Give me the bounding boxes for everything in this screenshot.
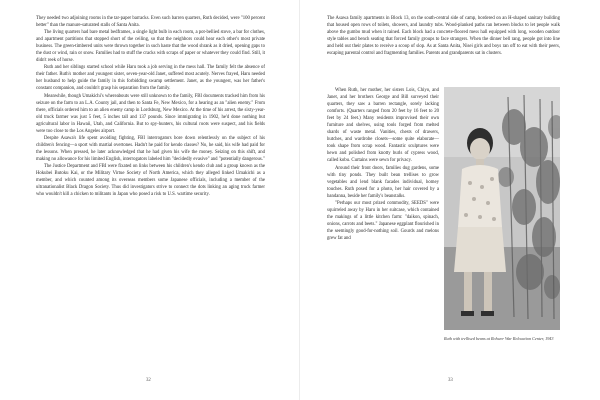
photo xyxy=(444,87,560,330)
body-paragraph: They needed two adjoining rooms in the tar-paper barracks. Even such barren quarters, Ruth decided, were "100 percent better" than the manure-saturated stalls of Santa Anita. xyxy=(36,16,265,29)
body-paragraph: Meanwhile, though Umakichi's whereabouts were still unknown to the family, FBI documents tracked him from his seizure on the farm to an L.A. County jail, and then to Santa Fe, New Mexico, for a hearing as an "alien enemy." From there, officials ordered him to an alien enemy camp in Lordsburg, New Mexico. At the time of his arrest, the sixty-year-old truck farmer was just 5 feet, 5 inches tall and 137 pounds. Since immigrating in 1902, he'd done nothing but agricultural labor in Hawaii, Utah, and California. But to spy-hunters, his cultural roots were suspect, and his fields were too close to the Los Angeles airport. xyxy=(36,93,265,134)
body-paragraph: "Perhaps our most prized commodity, SEEDS" were squirreled away by Haru in her suitcase, which contained the makings of a little kitchen farm: "daikon, spinach, onions, carrots and beets." Japanese eggplant flourished in the seemingly good-for-nothing soil. Gourds and melons grew fat and xyxy=(327,200,439,241)
body-paragraph: Despite Asawa's life spent avoiding fighting, FBI interrogators bore down relentlessly on the subject of his children's fencing—a sport with martial overtones. Hadn't he paid for kendo classes? No, he said, his wife had paid for the lessons. When pressed, he later acknowledged that he had given his wife the money. Seizing on this shift, and making no allowance for his limited English, interrogators labeled him "decidedly evasive" and "potentially dangerous." xyxy=(36,135,265,162)
body-paragraph: The Justice Department and FBI were fixated on links between his children's kendo club and a group known as the Hokubei Butoku Kai, or the Military Virtue Society of North America, which they alleged linked Umakichi as a member, and which counted among its overseas members some Japanese officials, including a member of the ultranationalist Black Dragon Society. Thus did investigators strive to connect the dots linking an aging truck farmer who wouldn't kill a chicken to militants in Japan who posed a risk to U.S. wartime security. xyxy=(36,163,265,198)
body-paragraph: The Asawa family apartments in Block 13, on the south-central side of camp, bordered on an H-shaped sanitary building that housed open rows of toilets, showers, and laundry tubs. Wood-planked paths ran between blocks to let people walk above the gumbo mud when it rained. Each block had a concrete-floored mess hall equipped with long, wooden outdoor style tables and bench seating that forced family groups to face strangers. When the dinner bell rang, people got into line and held out their plates to receive a scoop of slop. As at Santa Anita, Nisei girls and boys ran off to eat with their peers, escaping parental control and fragmenting families. Parents and grandparents sat in clusters. xyxy=(327,16,560,57)
body-paragraph: Around their front doors, families dug gardens, some with tiny ponds. They built bean trellises to grow vegetables and lend blank facades individual, homey touches. Ruth posed for a photo, her hair covered by a bandanna, beside her family's beanstalks. xyxy=(327,165,439,199)
photo-caption: Ruth with trellised beans at Rohwer War Relocation Center, 1943 xyxy=(444,336,554,341)
body-paragraph: The living quarters had bare metal bedframes, a single light bulb in each room, a pot-bellied stove, a bar for clothes, and apartment partitions that stopped short of the ceiling, so that the neighbors could hear each other's most private business. The green-timbered units were thrown together in such haste that the wood shrank as it dried, opening gaps to the dust or wind, rain or snow. Families had to stuff the cracks with scraps of paper or whatever they could find. Still, it didn't reek of horse. xyxy=(36,30,265,64)
left-text-column xyxy=(36,15,265,198)
body-paragraph: When Ruth, her mother, her sisters Lois, Chiyo, and Janet, and her brothers George and Bill surveyed their quarters, they saw a barren rectangle, sorely lacking comforts. (Quarters ranged from 20 feet by 16 feet to 20 feet by 24 feet.) Many residents improvised their own furniture and shelves, using tools forged from melted shards of waste metal. Vanities, chests of drawers, hutches, and wardrobe closets—some quite elaborate—took shape from scrap wood. Fantastic sculptures were hewn and polished from knotty burls of cypress wood, called kobu. Curtains were sewn for privacy. xyxy=(327,88,439,164)
page-number: 33 xyxy=(448,378,453,383)
right-top-text xyxy=(327,15,560,57)
body-paragraph: Ruth and her siblings started school while Haru took a job serving in the mess hall. The family felt the absence of their father. Ruth's mother and youngest sister, seven-year-old Janet, suffered most acutely. Nerves frayed, Haru needed her husband to help guide the family in this forbidding swamp settlement. Janet, as the youngest, was her father's constant companion, and couldn't grasp his separation from the family. xyxy=(36,65,265,92)
figure xyxy=(444,87,560,342)
right-text-column xyxy=(327,87,439,242)
right-column-area xyxy=(327,87,560,342)
page-number: 32 xyxy=(146,378,151,383)
photo-image xyxy=(444,87,560,330)
